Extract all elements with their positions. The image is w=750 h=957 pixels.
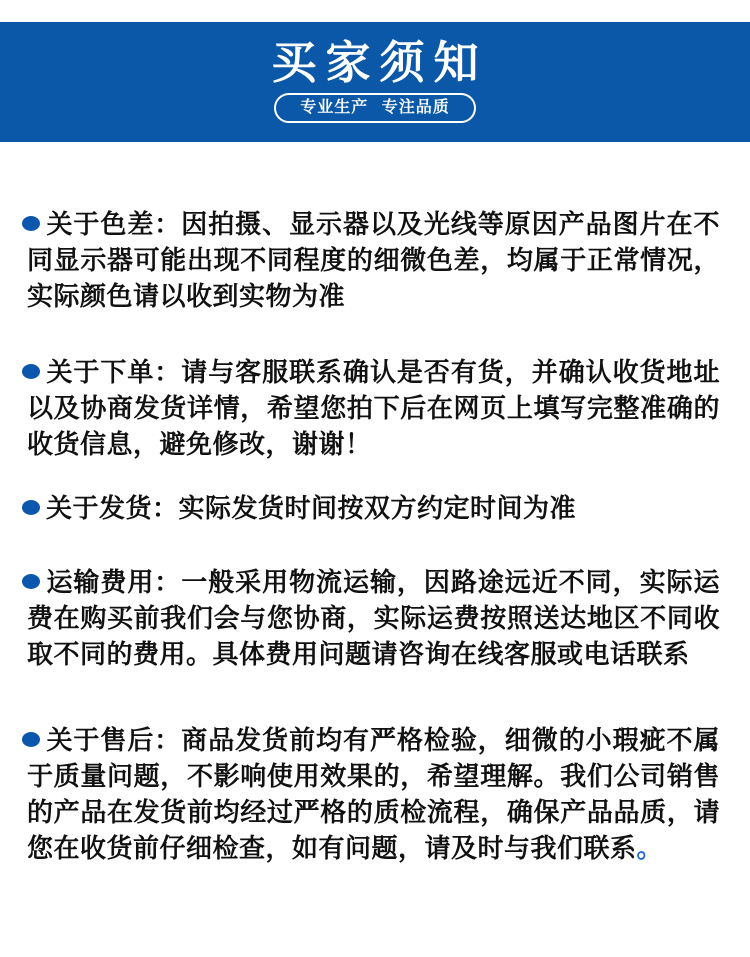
notice-item-color-difference bbox=[27, 206, 720, 314]
notice-text: 请与客服联系确认是否有货，并确认收货地址以及协商发货详情，希望您拍下后在网页上填写完整准确的收货信息，避免修改，谢谢！ bbox=[27, 357, 720, 459]
notice-item-shipping-time bbox=[27, 490, 720, 526]
notice-suffix: 。 bbox=[636, 833, 664, 863]
notice-item-after-sales bbox=[27, 722, 720, 866]
page-title: 买家须知 bbox=[271, 37, 488, 88]
notice-label: 关于色差： bbox=[46, 209, 182, 239]
notice-label: 关于售后： bbox=[46, 725, 182, 755]
tagline-text: 专业生产 专注品质 bbox=[300, 99, 450, 116]
header-banner bbox=[0, 22, 750, 142]
bullet-icon bbox=[22, 574, 40, 589]
bullet-icon bbox=[22, 216, 40, 231]
notice-text: 实际发货时间按双方约定时间为准 bbox=[178, 493, 577, 523]
notice-list bbox=[0, 206, 750, 866]
notice-text: 商品发货前均有严格检验，细微的小瑕疵不属于质量问题，不影响使用效果的，希望理解。我们公司销售的产品在发货前均经过严格的质检流程，确保产品品质，请您在收货前仔细检查，如有问题，请及时与我们联系 bbox=[27, 725, 720, 863]
bullet-icon bbox=[22, 732, 40, 747]
notice-item-freight-cost bbox=[27, 564, 720, 672]
bullet-icon bbox=[22, 500, 40, 515]
notice-item-ordering bbox=[27, 354, 720, 462]
notice-label: 关于发货： bbox=[46, 493, 179, 523]
tagline-pill bbox=[274, 93, 476, 123]
bullet-icon bbox=[22, 364, 40, 379]
notice-text: 因拍摄、显示器以及光线等原因产品图片在不同显示器可能出现不同程度的细微色差，均属于正常情况，实际颜色请以收到实物为准 bbox=[27, 209, 720, 311]
notice-text: 一般采用物流运输，因路途远近不同，实际运费在购买前我们会与您协商，实际运费按照送达地区不同收取不同的费用。具体费用问题请咨询在线客服或电话联系 bbox=[27, 567, 720, 669]
notice-label: 运输费用： bbox=[46, 567, 182, 597]
buyer-notice-page bbox=[0, 22, 750, 957]
notice-label: 关于下单： bbox=[46, 357, 182, 387]
